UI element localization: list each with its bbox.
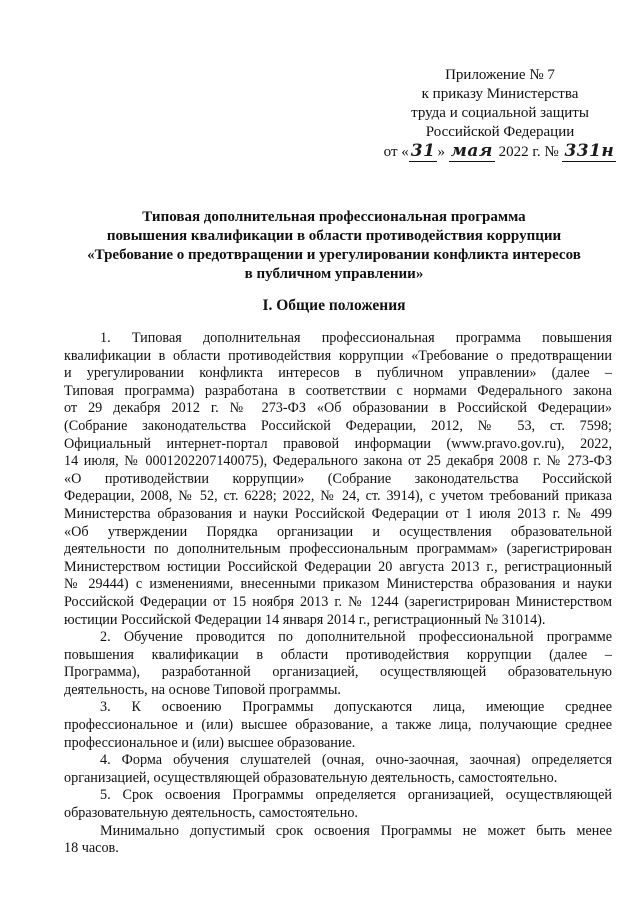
section-heading: I. Общие положения xyxy=(262,297,406,314)
paragraph-line: Министерства образования и науки Российской Федерации от 1 июля 2013 г. № 499 xyxy=(64,505,612,522)
order-day: 31 xyxy=(410,141,436,161)
paragraph-line: и урегулировании конфликта интересов в публичном управлении» (далее – xyxy=(64,365,612,382)
paragraph-line: квалификации в области противодействия коррупции «Требование о предотвращении xyxy=(64,347,612,364)
paragraph-line: Российской Федерации от 15 ноября 2013 г. № 1244 (зарегистрирован Министерством xyxy=(64,593,612,610)
document-body xyxy=(64,330,612,858)
paragraph-line: «О противодействии коррупции» (Собрание законодательства Российской xyxy=(64,470,612,487)
appendix-line: Российской Федерации xyxy=(425,124,575,140)
paragraph-line: Министерством юстиции Российской Федерации 20 августа 2013 г., регистрационный xyxy=(64,558,612,575)
paragraph-line: профессиональное и (или) высшее образование, а также лица, получающие среднее xyxy=(64,717,612,734)
paragraph-line: 4. Форма обучения слушателей (очная, очно-заочная, заочная) определяется xyxy=(100,752,612,769)
paragraph-line: 2. Обучение проводится по дополнительной профессиональной программе xyxy=(100,629,612,646)
appendix-line: труда и социальной защиты xyxy=(411,105,589,121)
title-line: в публичном управлении» xyxy=(244,266,424,282)
title-line: Типовая дополнительная профессиональная программа xyxy=(142,209,526,225)
paragraph-line: организацией, осуществляющей образовательную деятельность, самостоятельно. xyxy=(64,769,558,786)
date-prefix: от « xyxy=(383,144,409,160)
title-line: «Требование о предотвращении и урегулировании конфликта интересов xyxy=(87,247,581,263)
date-mid: » xyxy=(437,144,449,160)
appendix-title: Приложение № 7 xyxy=(445,67,555,83)
paragraph-line: Минимально допустимый срок освоения Программы не может быть менее xyxy=(100,822,612,839)
paragraph-line: (Собрание законодательства Российской Федерации, 2012, № 53, ст. 7598; xyxy=(64,417,612,434)
appendix-line: к приказу Министерства xyxy=(421,86,579,102)
paragraph xyxy=(64,823,612,858)
paragraph-line: 14 июля, № 0001202207140075), Федерального закона от 25 декабря 2008 г. № 273-ФЗ xyxy=(64,453,612,470)
document-title xyxy=(64,208,604,284)
order-number: 331н xyxy=(564,141,615,161)
paragraph-line: образовательную деятельность, самостоятельно. xyxy=(64,805,358,822)
paragraph-line: от 29 декабря 2012 г. № 273-ФЗ «Об образовании в Российской Федерации» xyxy=(64,400,612,417)
paragraph-line: повышения квалификации в области противодействия коррупции (далее – xyxy=(64,646,612,663)
appendix-block xyxy=(352,66,640,162)
paragraph xyxy=(64,752,612,787)
paragraph-line: профессиональное и (или) высшее образование. xyxy=(64,734,356,751)
paragraph-line: Программа), разработанной организацией, осуществляющей образовательную xyxy=(64,664,612,681)
paragraph-line: № 29444) с изменениями, внесенными приказом Министерства образования и науки xyxy=(64,576,612,593)
paragraph xyxy=(64,699,612,752)
order-date-line xyxy=(352,142,640,162)
paragraph-line: 18 часов. xyxy=(64,840,119,857)
paragraph-line: деятельность, на основе Типовой программы. xyxy=(64,681,341,698)
paragraph xyxy=(64,787,612,822)
paragraph-line: Официальный интернет-портал правовой информации (www.pravo.gov.ru), 2022, xyxy=(64,435,612,452)
order-month: мая xyxy=(450,141,493,161)
paragraph xyxy=(64,629,612,699)
title-line: повышения квалификации в области противодействия коррупции xyxy=(106,228,562,244)
paragraph-line: Федерации, 2008, № 52, ст. 6228; 2022, № 24, ст. 3914), с учетом требований приказа xyxy=(64,488,612,505)
paragraph-line: юстиции Российской Федерации 14 января 2014 г., регистрационный № 31014). xyxy=(64,611,546,628)
paragraph-line: Типовая программа) разработана в соответствии с нормами Федерального закона xyxy=(64,382,612,399)
paragraph-line: «Об утверждении Порядка организации и осуществления образовательной xyxy=(64,523,612,540)
paragraph-line: деятельности по дополнительным профессиональным программам» (зарегистрирован xyxy=(64,541,612,558)
paragraph-line: 5. Срок освоения Программы определяется организацией, осуществляющей xyxy=(100,787,612,804)
paragraph xyxy=(64,330,612,629)
paragraph-line: 1. Типовая дополнительная профессиональная программа повышения xyxy=(100,330,612,346)
order-year: 2022 г. № xyxy=(494,144,563,160)
paragraph-line: 3. К освоению Программы допускаются лица, имеющие среднее xyxy=(100,699,612,716)
